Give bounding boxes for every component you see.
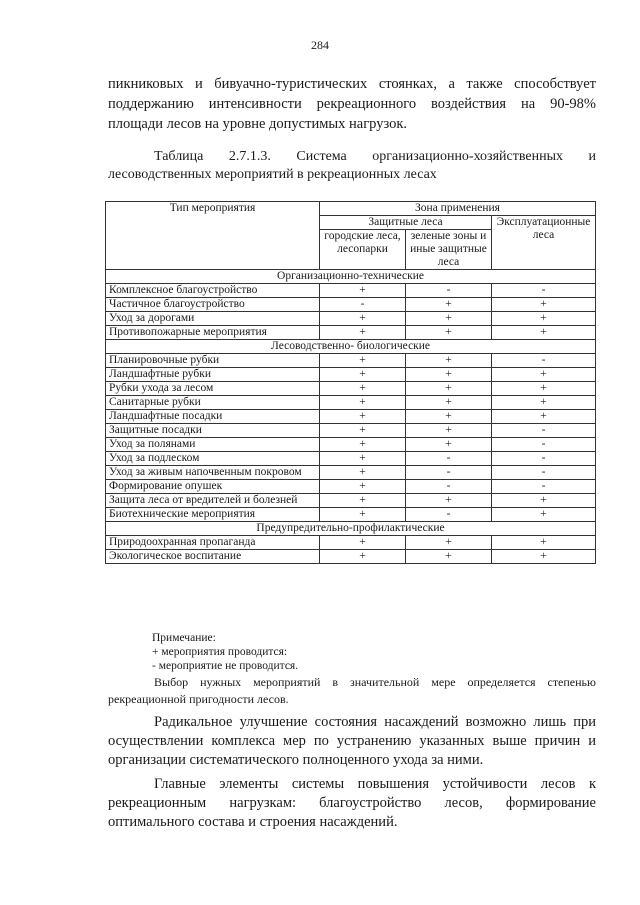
mark-green-zones: - [406, 284, 492, 298]
mark-city-forests: + [320, 424, 406, 438]
mark-city-forests: + [320, 284, 406, 298]
measure-name: Экологическое воспитание [106, 550, 320, 564]
page-number: 284 [311, 38, 329, 52]
mark-exploitation: - [492, 452, 596, 466]
mark-green-zones: + [406, 424, 492, 438]
note-plus: + мероприятия проводится: [152, 646, 288, 658]
measure-name: Ландшафтные рубки [106, 368, 320, 382]
mark-exploitation: - [492, 438, 596, 452]
table-row [106, 452, 596, 466]
mark-green-zones: + [406, 354, 492, 368]
mark-green-zones: + [406, 298, 492, 312]
mark-exploitation: + [492, 494, 596, 508]
table-row [106, 508, 596, 522]
header-zone: Зона применения [320, 202, 596, 216]
mark-city-forests: + [320, 508, 406, 522]
mark-green-zones: + [406, 368, 492, 382]
mark-green-zones: - [406, 480, 492, 494]
mark-city-forests: + [320, 382, 406, 396]
table-row [106, 536, 596, 550]
mark-city-forests: + [320, 550, 406, 564]
mark-exploitation: + [492, 536, 596, 550]
mark-exploitation: + [492, 326, 596, 340]
section-title: Лесоводственно- биологические [106, 340, 596, 354]
mark-green-zones: - [406, 452, 492, 466]
section-title: Организационно-технические [106, 270, 596, 284]
section-row [106, 522, 596, 536]
table-row [106, 438, 596, 452]
mark-green-zones: - [406, 466, 492, 480]
table-row [106, 284, 596, 298]
mark-green-zones: + [406, 312, 492, 326]
mark-exploitation: - [492, 466, 596, 480]
measure-name: Планировочные рубки [106, 354, 320, 368]
table-row [106, 298, 596, 312]
mark-exploitation: + [492, 396, 596, 410]
mark-exploitation: + [492, 508, 596, 522]
mark-green-zones: - [406, 508, 492, 522]
header-type: Тип мероприятия [106, 202, 320, 270]
header-protective: Защитные леса [320, 216, 492, 230]
mark-exploitation: - [492, 424, 596, 438]
table-row [106, 382, 596, 396]
outro-paragraph: Радикальное улучшение состояния насаждений возможно лишь при осуществлении комплекса мер по устранению указанных выше причин и организации систематического полноценного ухода за ними. [108, 714, 596, 768]
measure-name: Уход за подлеском [106, 452, 320, 466]
measure-name: Защита леса от вредителей и болезней [106, 494, 320, 508]
section-title: Предупредительно-профилактические [106, 522, 596, 536]
mark-green-zones: + [406, 438, 492, 452]
measure-name: Природоохранная пропаганда [106, 536, 320, 550]
mark-green-zones: + [406, 326, 492, 340]
table-row [106, 312, 596, 326]
mark-exploitation: + [492, 550, 596, 564]
table-row [106, 494, 596, 508]
table-row [106, 326, 596, 340]
table-row [106, 354, 596, 368]
mark-city-forests: + [320, 396, 406, 410]
outro-paragraph: Главные элементы системы повышения устойчивости лесов к рекреационным нагрузкам: благоустройство лесов, формирование оптимального состава и строения насаждений. [108, 776, 596, 830]
conclusion-text [108, 674, 596, 832]
measure-name: Частичное благоустройство [106, 298, 320, 312]
mark-exploitation: + [492, 410, 596, 424]
mark-green-zones: + [406, 396, 492, 410]
mark-city-forests: + [320, 466, 406, 480]
mark-city-forests: + [320, 410, 406, 424]
mark-exploitation: - [492, 354, 596, 368]
mark-exploitation: + [492, 298, 596, 312]
measure-name: Защитные посадки [106, 424, 320, 438]
table-row [106, 480, 596, 494]
mark-green-zones: + [406, 410, 492, 424]
mark-city-forests: + [320, 452, 406, 466]
mark-green-zones: + [406, 494, 492, 508]
measure-name: Рубки ухода за лесом [106, 382, 320, 396]
header-exploitation: Эксплуатационные леса [492, 216, 596, 270]
mark-city-forests: + [320, 354, 406, 368]
table-row [106, 550, 596, 564]
mark-city-forests: + [320, 312, 406, 326]
mark-city-forests: - [320, 298, 406, 312]
note-minus: - мероприятие не проводится. [152, 660, 299, 672]
measure-name: Комплексное благоустройство [106, 284, 320, 298]
mark-exploitation: - [492, 480, 596, 494]
mark-exploitation: + [492, 312, 596, 326]
table-row [106, 410, 596, 424]
measure-name: Ландшафтные посадки [106, 410, 320, 424]
section-row [106, 270, 596, 284]
mark-city-forests: + [320, 438, 406, 452]
mark-green-zones: + [406, 536, 492, 550]
mark-city-forests: + [320, 326, 406, 340]
table-row [106, 368, 596, 382]
mark-exploitation: + [492, 382, 596, 396]
mark-city-forests: + [320, 368, 406, 382]
table-caption: Таблица 2.7.1.3. Система организационно-хозяйственных и лесоводственных мероприятий в рекреационных лесах [108, 149, 596, 182]
section-row [106, 340, 596, 354]
measure-name: Формирование опушек [106, 480, 320, 494]
table-notes [152, 631, 298, 673]
mark-city-forests: + [320, 494, 406, 508]
measures-table [105, 201, 596, 564]
measure-name: Уход за живым напочвенным покровом [106, 466, 320, 480]
mark-exploitation: - [492, 284, 596, 298]
header-green-zones: зеленые зоны и иные защитные леса [406, 230, 492, 270]
intro-paragraph: пикниковых и бивуачно-туристических стоянках, а также способствует поддержанию интенсивности рекреационного воздействия на 90-98% площади лесов на уровне допустимых нагрузок. [108, 76, 596, 132]
table-row [106, 466, 596, 480]
table-row [106, 396, 596, 410]
measure-name: Противопожарные мероприятия [106, 326, 320, 340]
measure-name: Санитарные рубки [106, 396, 320, 410]
mark-city-forests: + [320, 536, 406, 550]
table-row [106, 424, 596, 438]
outro-paragraph: Выбор нужных мероприятий в значительной мере определяется степенью рекреационной пригодности лесов. [108, 675, 596, 706]
measure-name: Уход за дорогами [106, 312, 320, 326]
mark-green-zones: + [406, 382, 492, 396]
measure-name: Уход за полянами [106, 438, 320, 452]
mark-green-zones: + [406, 550, 492, 564]
header-city-forests: городские леса, лесопарки [320, 230, 406, 270]
mark-exploitation: + [492, 368, 596, 382]
mark-city-forests: + [320, 480, 406, 494]
notes-title: Примечание: [152, 632, 216, 644]
measure-name: Биотехнические мероприятия [106, 508, 320, 522]
